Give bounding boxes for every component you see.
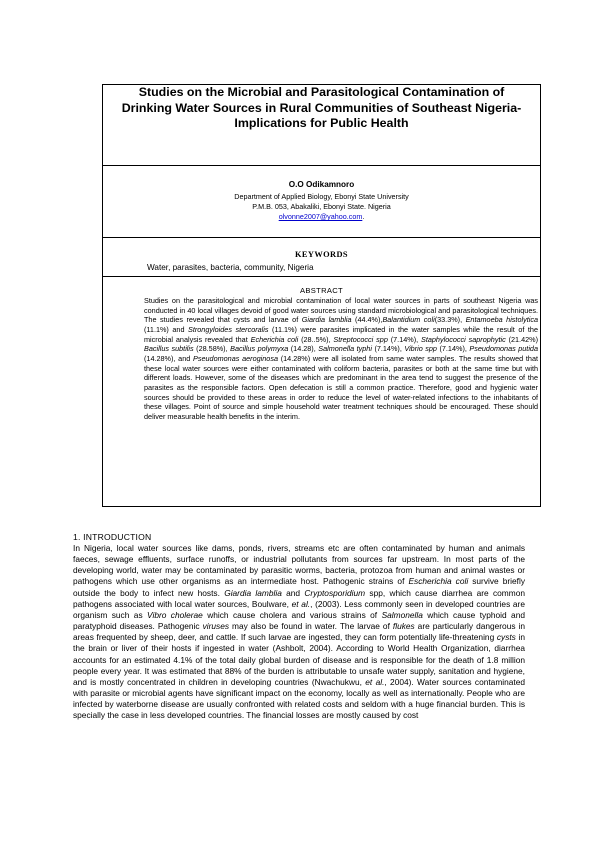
keywords-divider bbox=[103, 276, 540, 277]
affiliation-address: P.M.B. 053, Abakaliki, Ebonyi State. Nigeria bbox=[252, 202, 391, 211]
abstract-heading: ABSTRACT bbox=[300, 286, 343, 295]
italic-term: Escherichia coli bbox=[408, 576, 469, 587]
author-divider bbox=[103, 237, 540, 238]
italic-term: Echerichia coli bbox=[250, 334, 299, 344]
text-run: (7.14%), bbox=[371, 344, 405, 354]
email-suffix: . bbox=[362, 212, 365, 221]
italic-term: Entamoeba histolytica bbox=[465, 315, 538, 325]
text-run: (21.42%) bbox=[505, 334, 538, 344]
text-run: (7.14%), bbox=[387, 334, 422, 344]
text-run: (14.28%) were all isolated from same water samples. The results showed that these local water sources were either contaminated with coliform bacteria, parasites or both at the same time but with different loads. However, some of the diseases which are predominant in the area tend to suggest the presence of the parasites as the responsible factors. Open defecation is still a common practice. Therefore, good and hygienic water sources should be provided to these areas in order to reduce the level of water-related infections to the inhabitants of these villages. Point of source and simple household water treatment techniques should be encouraged. These should deliver measurable health benefits in the interim. bbox=[144, 353, 538, 421]
text-run: (44.4%), bbox=[351, 315, 383, 325]
italic-term: Giardia lamblia bbox=[224, 587, 282, 598]
italic-term: Bacillus subtilis bbox=[144, 344, 194, 354]
italic-term: cysts bbox=[496, 632, 516, 643]
text-run: (33.3%), bbox=[434, 315, 466, 325]
italic-term: Bacillus polymyxa bbox=[230, 344, 289, 354]
affiliation-contact bbox=[103, 212, 540, 222]
text-run: may also be found in water. The larvae of bbox=[229, 621, 393, 632]
text-run: which cause typhoid and paratyphoid diseases. Pathogenic bbox=[73, 609, 525, 632]
italic-term: Vibrio spp bbox=[404, 344, 437, 354]
text-run: in the brain or liver of their hosts if ingested in water (Ashbolt, 2004). According to World Health Organization, diarrhea accounts for an estimated 4.1% of the total daily global burden of disease and is responsible for the death of 1.8 million people every year. It was estimated that 88% of the burden is attributable to unsafe water supply, sanitation and hygiene, and is mostly concentrated in children in developing countries (Nwachukwu, bbox=[73, 632, 525, 687]
text-run: (28.58%), bbox=[193, 344, 231, 354]
text-run: , 2004). Water sources contaminated with parasite or microbial agents have significant impact on the economy, locally as well as internationally. People who are infected by waterborne disease are usually confronted with related costs and seldom with a huge financial burden. This is specially the case in less developed countries. The financial losses are mostly caused by cost bbox=[73, 676, 526, 721]
introduction-body bbox=[73, 543, 525, 722]
title-divider bbox=[103, 165, 540, 166]
italic-term: flukes bbox=[392, 621, 415, 632]
italic-term: viruses bbox=[202, 621, 230, 632]
text-run: (11.1%) were parasites implicated in the water samples while the result of the microbial analysis revealed that bbox=[144, 324, 538, 344]
text-run: spp, which cause diarrhea are common pathogens associated with local water sources, Boulware, bbox=[73, 587, 525, 609]
italic-term: Salmonella bbox=[381, 609, 423, 620]
author-affiliation bbox=[103, 192, 540, 222]
italic-term: Salmonella typhi bbox=[318, 344, 372, 354]
italic-term: Streptococci spp bbox=[333, 334, 388, 344]
text-run: , (2003). Less commonly seen in developed countries are organism such as bbox=[73, 598, 525, 620]
italic-term: Cryptosporidium bbox=[304, 587, 366, 598]
affiliation-department: Department of Applied Biology, Ebonyi State University bbox=[234, 192, 409, 201]
italic-term: Pseudomonas aeroginosa bbox=[193, 353, 278, 363]
text-run: (7.14%), bbox=[436, 344, 470, 354]
keywords-heading: KEYWORDS bbox=[295, 250, 348, 259]
italic-term: Pseudomonas putida bbox=[469, 344, 539, 354]
text-run: (11.1%) and bbox=[144, 324, 189, 334]
front-matter-box bbox=[102, 84, 541, 507]
italic-term: Balantidium coli bbox=[382, 315, 435, 325]
text-run: are particularly dangerous in areas frequented by sheep, deer, and cattle. If such larvae are ingested, they can form potentially life-threatening bbox=[73, 621, 525, 643]
text-run: which cause cholera and various strains of bbox=[202, 609, 382, 620]
abstract-body bbox=[144, 296, 538, 422]
italic-term: Staphylococci saprophytic bbox=[421, 334, 506, 344]
italic-term: et al. bbox=[291, 598, 311, 609]
italic-term: et al. bbox=[365, 676, 385, 687]
italic-term: Strongyloides stercoralis bbox=[188, 324, 269, 334]
text-run: survive briefly outside the body to infect new hosts. bbox=[73, 576, 525, 598]
paper-title: Studies on the Microbial and Parasitological Contamination of Drinking Water Sources in Rural Communities of Southeast Nigeria-Implications for Public Health bbox=[121, 85, 522, 131]
italic-term: Vibro cholerae bbox=[147, 609, 203, 620]
italic-term: Giardia lamblia bbox=[301, 315, 352, 325]
text-run: (14.28), bbox=[288, 344, 319, 354]
keywords-text: Water, parasites, bacteria, community, Nigeria bbox=[147, 263, 314, 272]
text-run: Studies on the parasitological and microbial contamination of local water sources in parts of southeast Nigeria was conducted in 40 local villages devoid of good water sources using standard microbiological and parasitological techniques. The studies revealed that cysts and larvae of bbox=[144, 296, 538, 325]
text-run: In Nigeria, local water sources like dams, ponds, rivers, streams etc are often contaminated by human and animals faeces, sewage effluents, surface runoffs, or industrial pollutants from sources far upstream. In most parts of the developing world, water may be contaminated by parasitic worms, bacteria, protozoa from human and animal wastes or pathogens which use other organisms as an intermediate host. Pathogenic strains of bbox=[73, 543, 525, 587]
introduction-heading: 1. INTRODUCTION bbox=[73, 532, 152, 542]
author-email-link[interactable]: olvonne2007@yahoo.com bbox=[278, 212, 363, 221]
author-name: O.O Odikamnoro bbox=[288, 180, 355, 189]
text-run: (28..5%), bbox=[298, 334, 334, 344]
text-run: (14.28%), and bbox=[144, 353, 194, 363]
text-run: and bbox=[281, 587, 305, 598]
